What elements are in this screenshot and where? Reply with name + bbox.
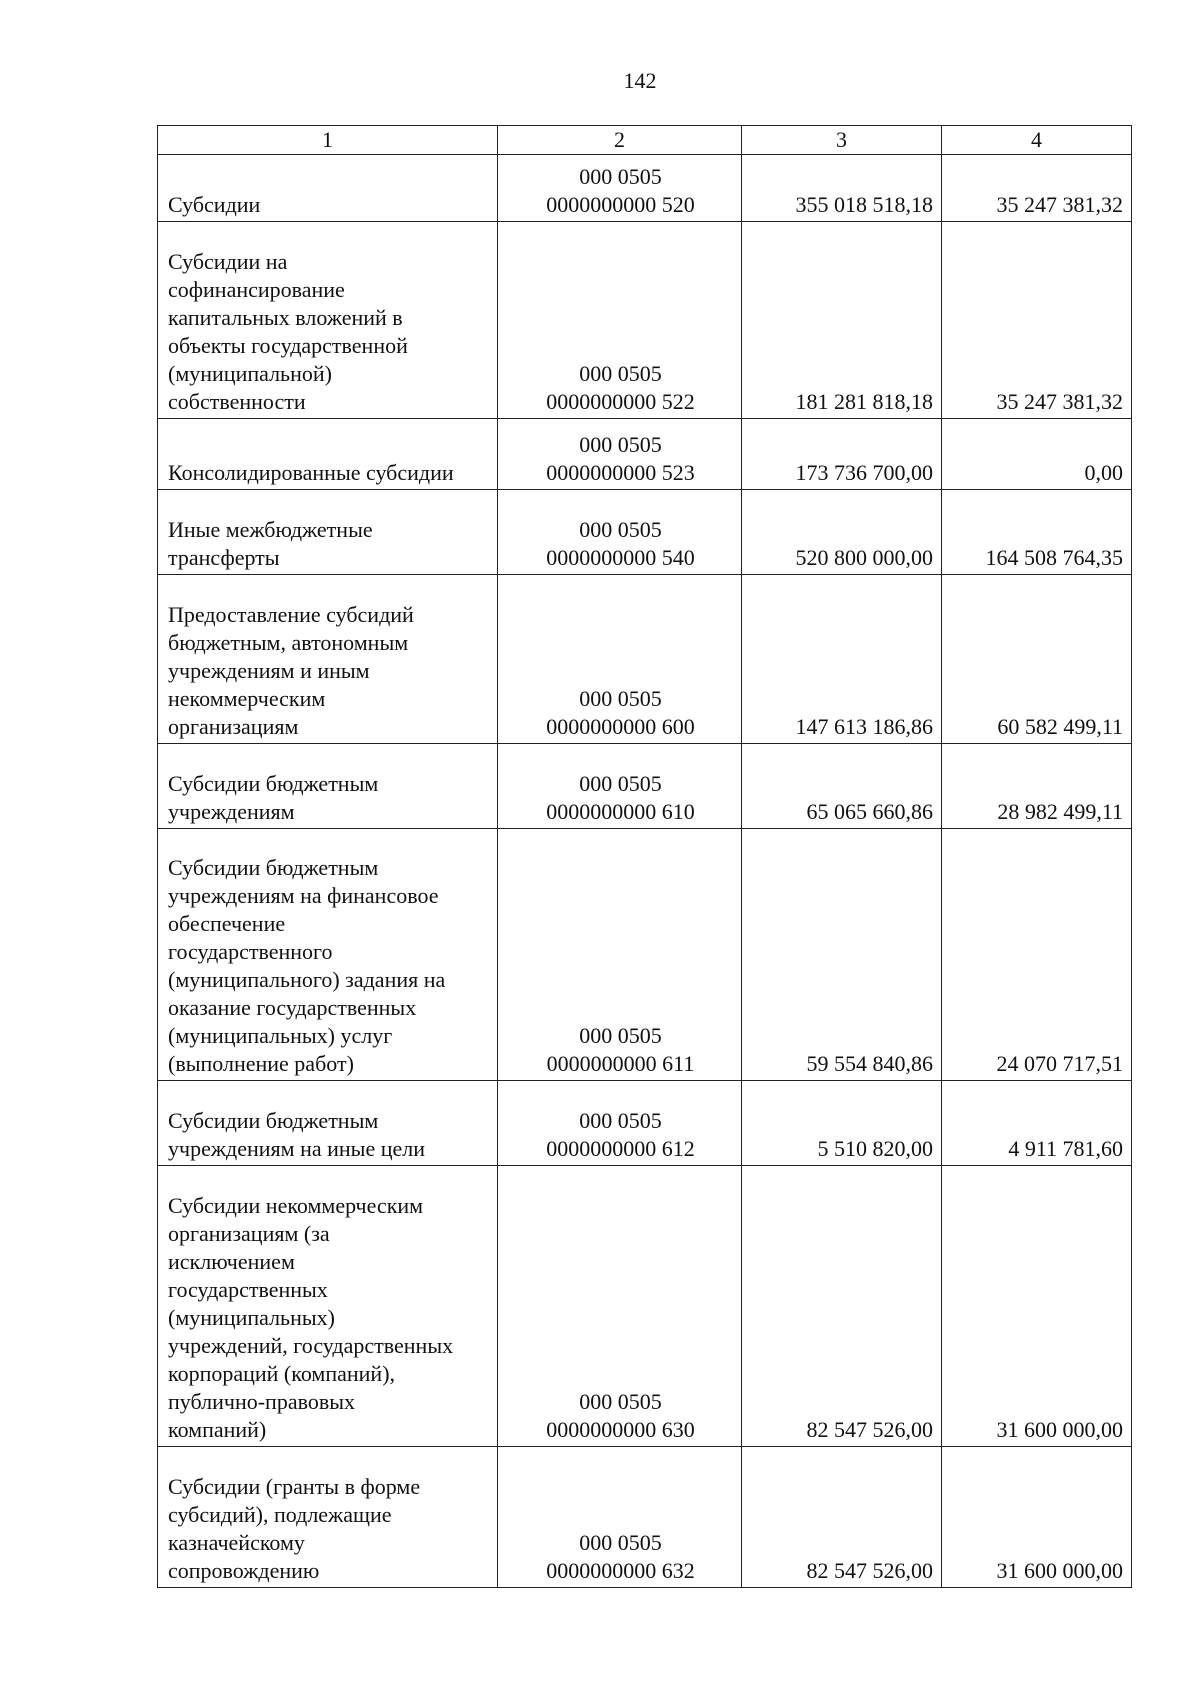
- table-row: [158, 829, 1132, 1081]
- table-header-row: [158, 126, 1132, 155]
- table-row: [158, 490, 1132, 575]
- row-code: 000 0505 0000000000 600: [498, 575, 742, 744]
- row-code: 000 0505 0000000000 611: [498, 829, 742, 1081]
- table-row: [158, 222, 1132, 419]
- row-code: 000 0505 0000000000 612: [498, 1081, 742, 1166]
- row-name: Субсидии: [158, 155, 498, 222]
- row-value-3: 82 547 526,00: [742, 1166, 942, 1447]
- row-value-3: 355 018 518,18: [742, 155, 942, 222]
- row-name: Иные межбюджетные трансферты: [158, 490, 498, 575]
- table-row: [158, 419, 1132, 490]
- row-code: 000 0505 0000000000 630: [498, 1166, 742, 1447]
- table-row: [158, 575, 1132, 744]
- row-name: Предоставление субсидий бюджетным, автономным учреждениям и иным некоммерческим организациям: [158, 575, 498, 744]
- row-name: Консолидированные субсидии: [158, 419, 498, 490]
- row-name: Субсидии (гранты в форме субсидий), подлежащие казначейскому сопровождению: [158, 1447, 498, 1588]
- row-value-3: 181 281 818,18: [742, 222, 942, 419]
- row-code: 000 0505 0000000000 610: [498, 744, 742, 829]
- row-value-4: 164 508 764,35: [942, 490, 1132, 575]
- row-value-3: 520 800 000,00: [742, 490, 942, 575]
- row-name: Субсидии бюджетным учреждениям на финансовое обеспечение государственного (муниципального) задания на оказание государственных (муниципальных) услуг (выполнение работ): [158, 829, 498, 1081]
- column-header-2: 2: [498, 126, 742, 155]
- column-header-3: 3: [742, 126, 942, 155]
- row-value-3: 5 510 820,00: [742, 1081, 942, 1166]
- column-header-1: 1: [158, 126, 498, 155]
- budget-table: [157, 125, 1132, 1588]
- row-value-3: 173 736 700,00: [742, 419, 942, 490]
- row-code: 000 0505 0000000000 632: [498, 1447, 742, 1588]
- row-value-3: 65 065 660,86: [742, 744, 942, 829]
- row-value-3: 147 613 186,86: [742, 575, 942, 744]
- row-value-4: 0,00: [942, 419, 1132, 490]
- table-row: [158, 155, 1132, 222]
- page-number: 142: [623, 68, 657, 93]
- row-code: 000 0505 0000000000 522: [498, 222, 742, 419]
- row-value-4: 4 911 781,60: [942, 1081, 1132, 1166]
- row-name: Субсидии бюджетным учреждениям на иные цели: [158, 1081, 498, 1166]
- row-code: 000 0505 0000000000 540: [498, 490, 742, 575]
- table-row: [158, 1447, 1132, 1588]
- row-code: 000 0505 0000000000 523: [498, 419, 742, 490]
- row-value-4: 24 070 717,51: [942, 829, 1132, 1081]
- row-value-4: 31 600 000,00: [942, 1166, 1132, 1447]
- row-code: 000 0505 0000000000 520: [498, 155, 742, 222]
- row-value-4: 31 600 000,00: [942, 1447, 1132, 1588]
- row-value-3: 82 547 526,00: [742, 1447, 942, 1588]
- row-name: Субсидии на софинансирование капитальных вложений в объекты государственной (муниципальной) собственности: [158, 222, 498, 419]
- row-value-3: 59 554 840,86: [742, 829, 942, 1081]
- row-value-4: 60 582 499,11: [942, 575, 1132, 744]
- row-value-4: 35 247 381,32: [942, 155, 1132, 222]
- table-row: [158, 744, 1132, 829]
- row-name: Субсидии бюджетным учреждениям: [158, 744, 498, 829]
- row-name: Субсидии некоммерческим организациям (за исключением государственных (муниципальных) учреждений, государственных корпораций (компаний), публично-правовых компаний): [158, 1166, 498, 1447]
- column-header-4: 4: [942, 126, 1132, 155]
- table-row: [158, 1081, 1132, 1166]
- table-row: [158, 1166, 1132, 1447]
- row-value-4: 28 982 499,11: [942, 744, 1132, 829]
- row-value-4: 35 247 381,32: [942, 222, 1132, 419]
